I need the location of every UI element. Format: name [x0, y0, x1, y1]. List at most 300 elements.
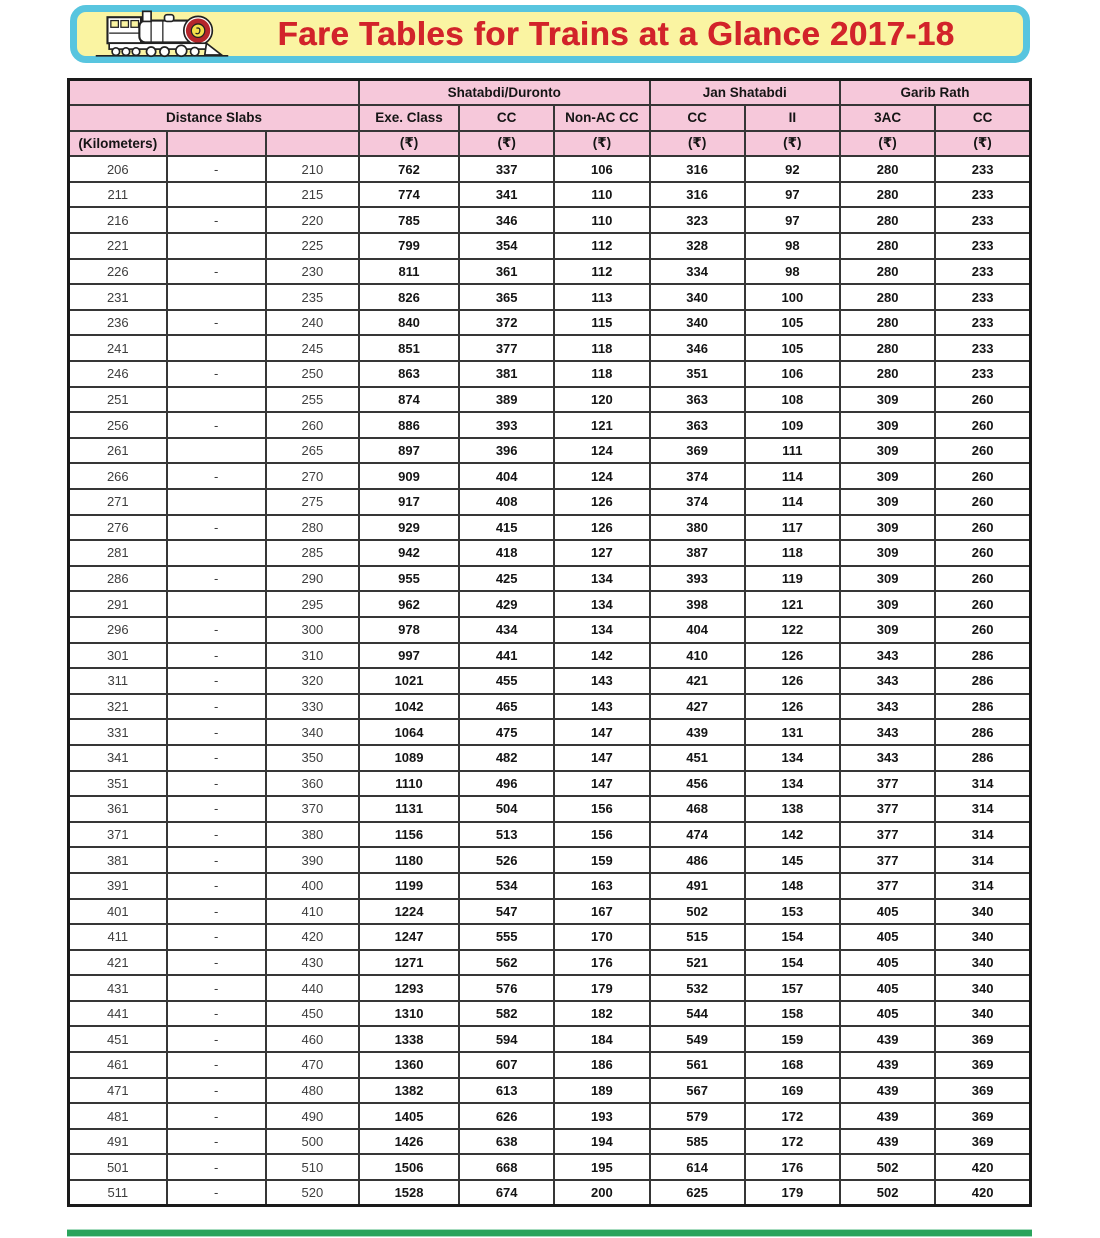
fare-cell: 354 — [459, 233, 554, 259]
fare-cell: 482 — [459, 745, 554, 771]
km-from-cell: 231 — [69, 284, 167, 310]
fare-cell: 314 — [935, 847, 1030, 873]
fare-cell: 309 — [840, 540, 935, 566]
km-from-cell: 261 — [69, 438, 167, 464]
fare-cell: 328 — [650, 233, 745, 259]
km-dash-cell — [167, 591, 266, 617]
fare-cell: 1110 — [359, 771, 459, 797]
fare-row — [69, 822, 1031, 848]
fare-cell: 124 — [554, 463, 649, 489]
km-dash-cell: - — [167, 822, 266, 848]
km-dash-cell: - — [167, 1103, 266, 1129]
fare-row — [69, 745, 1031, 771]
unit-empty-cell — [167, 131, 266, 157]
fare-row — [69, 719, 1031, 745]
class-header-cc-garib: CC — [935, 105, 1030, 131]
fare-cell: 374 — [650, 489, 745, 515]
fare-row — [69, 1078, 1031, 1104]
fare-cell: 851 — [359, 335, 459, 361]
km-from-cell: 216 — [69, 207, 167, 233]
km-dash-cell: - — [167, 899, 266, 925]
km-dash-cell: - — [167, 412, 266, 438]
km-dash-cell: - — [167, 1026, 266, 1052]
fare-cell: 260 — [935, 617, 1030, 643]
fare-cell: 340 — [650, 310, 745, 336]
fare-row — [69, 335, 1031, 361]
km-dash-cell: - — [167, 1052, 266, 1078]
fare-cell: 280 — [840, 207, 935, 233]
fare-cell: 126 — [745, 643, 840, 669]
fare-cell: 451 — [650, 745, 745, 771]
fare-cell: 421 — [650, 668, 745, 694]
page-title: Fare Tables for Trains at a Glance 2017-18 — [277, 15, 955, 52]
fare-cell: 233 — [935, 233, 1030, 259]
km-from-cell: 251 — [69, 387, 167, 413]
km-from-cell: 236 — [69, 310, 167, 336]
fare-cell: 309 — [840, 387, 935, 413]
fare-cell: 309 — [840, 412, 935, 438]
km-dash-cell: - — [167, 617, 266, 643]
fare-cell: 286 — [935, 668, 1030, 694]
fare-cell: 337 — [459, 156, 554, 182]
fare-cell: 314 — [935, 822, 1030, 848]
km-from-cell: 246 — [69, 361, 167, 387]
fare-cell: 286 — [935, 719, 1030, 745]
km-to-cell: 500 — [266, 1129, 359, 1155]
fare-cell: 415 — [459, 515, 554, 541]
km-from-cell: 296 — [69, 617, 167, 643]
km-from-cell: 221 — [69, 233, 167, 259]
fare-cell: 106 — [745, 361, 840, 387]
fare-cell: 340 — [935, 950, 1030, 976]
fare-row — [69, 310, 1031, 336]
fare-cell: 134 — [554, 617, 649, 643]
fare-cell: 309 — [840, 438, 935, 464]
fare-cell: 381 — [459, 361, 554, 387]
fare-cell: 184 — [554, 1026, 649, 1052]
fare-row — [69, 873, 1031, 899]
fare-cell: 369 — [935, 1026, 1030, 1052]
fare-cell: 942 — [359, 540, 459, 566]
km-from-cell: 301 — [69, 643, 167, 669]
fare-cell: 260 — [935, 438, 1030, 464]
fare-row — [69, 591, 1031, 617]
km-to-cell: 250 — [266, 361, 359, 387]
rupee-symbol-cell: (₹) — [359, 131, 459, 157]
fare-cell: 607 — [459, 1052, 554, 1078]
fare-cell: 280 — [840, 335, 935, 361]
fare-cell: 372 — [459, 310, 554, 336]
fare-cell: 143 — [554, 694, 649, 720]
fare-cell: 886 — [359, 412, 459, 438]
km-to-cell: 370 — [266, 796, 359, 822]
km-dash-cell: - — [167, 694, 266, 720]
fare-cell: 369 — [935, 1052, 1030, 1078]
km-from-cell: 431 — [69, 975, 167, 1001]
fare-cell: 439 — [840, 1078, 935, 1104]
fare-row — [69, 668, 1031, 694]
km-to-cell: 450 — [266, 1001, 359, 1027]
fare-cell: 117 — [745, 515, 840, 541]
fare-cell: 148 — [745, 873, 840, 899]
fare-row — [69, 847, 1031, 873]
km-dash-cell — [167, 438, 266, 464]
fare-row — [69, 412, 1031, 438]
fare-cell: 142 — [554, 643, 649, 669]
km-to-cell: 470 — [266, 1052, 359, 1078]
fare-cell: 110 — [554, 182, 649, 208]
fare-cell: 917 — [359, 489, 459, 515]
fare-cell: 134 — [554, 566, 649, 592]
fare-row — [69, 771, 1031, 797]
km-dash-cell — [167, 335, 266, 361]
fare-cell: 547 — [459, 899, 554, 925]
fare-cell: 143 — [554, 668, 649, 694]
km-dash-cell — [167, 284, 266, 310]
fare-cell: 280 — [840, 284, 935, 310]
fare-cell: 434 — [459, 617, 554, 643]
fare-cell: 189 — [554, 1078, 649, 1104]
fare-cell: 1180 — [359, 847, 459, 873]
fare-cell: 811 — [359, 259, 459, 285]
fare-cell: 534 — [459, 873, 554, 899]
fare-cell: 439 — [650, 719, 745, 745]
unit-empty-cell — [266, 131, 359, 157]
fare-cell: 496 — [459, 771, 554, 797]
group-header-row — [69, 80, 1031, 106]
class-header-ii: II — [745, 105, 840, 131]
fare-cell: 626 — [459, 1103, 554, 1129]
kilometers-label: (Kilometers) — [69, 131, 167, 157]
fare-cell: 343 — [840, 745, 935, 771]
fare-cell: 369 — [650, 438, 745, 464]
km-from-cell: 361 — [69, 796, 167, 822]
fare-cell: 1528 — [359, 1180, 459, 1206]
fare-cell: 576 — [459, 975, 554, 1001]
km-from-cell: 451 — [69, 1026, 167, 1052]
fare-cell: 997 — [359, 643, 459, 669]
fare-cell: 340 — [935, 975, 1030, 1001]
fare-cell: 521 — [650, 950, 745, 976]
fare-row — [69, 361, 1031, 387]
fare-cell: 260 — [935, 515, 1030, 541]
fare-cell: 153 — [745, 899, 840, 925]
km-dash-cell: - — [167, 975, 266, 1001]
km-from-cell: 461 — [69, 1052, 167, 1078]
km-to-cell: 225 — [266, 233, 359, 259]
fare-cell: 513 — [459, 822, 554, 848]
fare-cell: 92 — [745, 156, 840, 182]
fare-cell: 532 — [650, 975, 745, 1001]
fare-cell: 100 — [745, 284, 840, 310]
km-dash-cell: - — [167, 1129, 266, 1155]
km-dash-cell: - — [167, 463, 266, 489]
km-to-cell: 340 — [266, 719, 359, 745]
fare-cell: 98 — [745, 233, 840, 259]
fare-cell: 491 — [650, 873, 745, 899]
fare-cell: 455 — [459, 668, 554, 694]
km-from-cell: 491 — [69, 1129, 167, 1155]
fare-cell: 377 — [840, 771, 935, 797]
fare-row — [69, 1129, 1031, 1155]
fare-cell: 260 — [935, 540, 1030, 566]
title-banner — [70, 5, 1030, 63]
fare-cell: 168 — [745, 1052, 840, 1078]
fare-row — [69, 617, 1031, 643]
km-to-cell: 520 — [266, 1180, 359, 1206]
fare-cell: 1247 — [359, 924, 459, 950]
fare-cell: 280 — [840, 310, 935, 336]
km-dash-cell: - — [167, 566, 266, 592]
fare-cell: 579 — [650, 1103, 745, 1129]
km-to-cell: 290 — [266, 566, 359, 592]
fare-cell: 377 — [840, 847, 935, 873]
fare-cell: 186 — [554, 1052, 649, 1078]
fare-cell: 170 — [554, 924, 649, 950]
km-dash-cell: - — [167, 1180, 266, 1206]
fare-cell: 343 — [840, 719, 935, 745]
fare-cell: 309 — [840, 489, 935, 515]
km-dash-cell: - — [167, 719, 266, 745]
fare-cell: 309 — [840, 463, 935, 489]
km-to-cell: 215 — [266, 182, 359, 208]
fare-cell: 1156 — [359, 822, 459, 848]
fare-cell: 142 — [745, 822, 840, 848]
fare-cell: 1506 — [359, 1154, 459, 1180]
km-from-cell: 351 — [69, 771, 167, 797]
km-dash-cell: - — [167, 1154, 266, 1180]
km-to-cell: 480 — [266, 1078, 359, 1104]
km-dash-cell: - — [167, 668, 266, 694]
fare-cell: 200 — [554, 1180, 649, 1206]
class-header-exe: Exe. Class — [359, 105, 459, 131]
km-to-cell: 275 — [266, 489, 359, 515]
fare-row — [69, 387, 1031, 413]
rupee-symbol-cell: (₹) — [840, 131, 935, 157]
km-from-cell: 211 — [69, 182, 167, 208]
km-to-cell: 220 — [266, 207, 359, 233]
fare-cell: 119 — [745, 566, 840, 592]
fare-cell: 369 — [935, 1078, 1030, 1104]
fare-cell: 323 — [650, 207, 745, 233]
fare-cell: 1405 — [359, 1103, 459, 1129]
fare-cell: 172 — [745, 1129, 840, 1155]
class-header-3ac: 3AC — [840, 105, 935, 131]
km-dash-cell: - — [167, 1078, 266, 1104]
km-from-cell: 471 — [69, 1078, 167, 1104]
fare-cell: 233 — [935, 335, 1030, 361]
fare-cell: 179 — [745, 1180, 840, 1206]
km-dash-cell: - — [167, 924, 266, 950]
km-from-cell: 276 — [69, 515, 167, 541]
fare-cell: 555 — [459, 924, 554, 950]
fare-cell: 126 — [745, 668, 840, 694]
km-from-cell: 421 — [69, 950, 167, 976]
km-to-cell: 245 — [266, 335, 359, 361]
fare-cell: 233 — [935, 156, 1030, 182]
fare-row — [69, 975, 1031, 1001]
fare-cell: 955 — [359, 566, 459, 592]
fare-cell: 502 — [650, 899, 745, 925]
fare-cell: 105 — [745, 310, 840, 336]
fare-cell: 112 — [554, 259, 649, 285]
km-from-cell: 511 — [69, 1180, 167, 1206]
fare-cell: 408 — [459, 489, 554, 515]
fare-table-header — [69, 80, 1031, 157]
km-dash-cell: - — [167, 361, 266, 387]
fare-cell: 561 — [650, 1052, 745, 1078]
rupee-symbol-cell: (₹) — [459, 131, 554, 157]
km-from-cell: 331 — [69, 719, 167, 745]
km-to-cell: 295 — [266, 591, 359, 617]
fare-cell: 260 — [935, 412, 1030, 438]
fare-row — [69, 924, 1031, 950]
fare-cell: 582 — [459, 1001, 554, 1027]
km-to-cell: 210 — [266, 156, 359, 182]
km-to-cell: 440 — [266, 975, 359, 1001]
fare-cell: 147 — [554, 719, 649, 745]
fare-row — [69, 438, 1031, 464]
km-from-cell: 341 — [69, 745, 167, 771]
fare-cell: 774 — [359, 182, 459, 208]
fare-cell: 1338 — [359, 1026, 459, 1052]
km-dash-cell: - — [167, 259, 266, 285]
fare-cell: 126 — [745, 694, 840, 720]
fare-cell: 334 — [650, 259, 745, 285]
fare-cell: 486 — [650, 847, 745, 873]
fare-cell: 260 — [935, 387, 1030, 413]
fare-cell: 418 — [459, 540, 554, 566]
fare-cell: 280 — [840, 259, 935, 285]
fare-cell: 280 — [840, 156, 935, 182]
km-dash-cell: - — [167, 745, 266, 771]
km-to-cell: 270 — [266, 463, 359, 489]
rupee-symbol-cell: (₹) — [935, 131, 1030, 157]
fare-cell: 280 — [840, 361, 935, 387]
fare-row — [69, 233, 1031, 259]
fare-cell: 1382 — [359, 1078, 459, 1104]
fare-cell: 365 — [459, 284, 554, 310]
fare-cell: 167 — [554, 899, 649, 925]
km-dash-cell: - — [167, 643, 266, 669]
fare-cell: 674 — [459, 1180, 554, 1206]
fare-row — [69, 950, 1031, 976]
fare-cell: 625 — [650, 1180, 745, 1206]
km-from-cell: 481 — [69, 1103, 167, 1129]
km-to-cell: 300 — [266, 617, 359, 643]
fare-row — [69, 463, 1031, 489]
fare-cell: 172 — [745, 1103, 840, 1129]
fare-cell: 351 — [650, 361, 745, 387]
km-to-cell: 330 — [266, 694, 359, 720]
rupee-symbol-cell: (₹) — [650, 131, 745, 157]
fare-cell: 115 — [554, 310, 649, 336]
fare-cell: 280 — [840, 233, 935, 259]
fare-cell: 260 — [935, 591, 1030, 617]
fare-cell: 429 — [459, 591, 554, 617]
fare-cell: 233 — [935, 207, 1030, 233]
fare-cell: 929 — [359, 515, 459, 541]
fare-cell: 377 — [459, 335, 554, 361]
fare-cell: 398 — [650, 591, 745, 617]
fare-cell: 260 — [935, 566, 1030, 592]
fare-cell: 340 — [935, 899, 1030, 925]
fare-row — [69, 489, 1031, 515]
fare-cell: 314 — [935, 796, 1030, 822]
fare-cell: 126 — [554, 515, 649, 541]
fare-cell: 114 — [745, 463, 840, 489]
fare-cell: 286 — [935, 643, 1030, 669]
fare-cell: 176 — [745, 1154, 840, 1180]
fare-cell: 374 — [650, 463, 745, 489]
fare-cell: 280 — [840, 182, 935, 208]
fare-cell: 369 — [935, 1103, 1030, 1129]
fare-cell: 363 — [650, 387, 745, 413]
km-to-cell: 380 — [266, 822, 359, 848]
fare-cell: 897 — [359, 438, 459, 464]
fare-cell: 1310 — [359, 1001, 459, 1027]
km-from-cell: 391 — [69, 873, 167, 899]
km-to-cell: 490 — [266, 1103, 359, 1129]
fare-cell: 309 — [840, 515, 935, 541]
fare-cell: 156 — [554, 822, 649, 848]
rupee-symbol-cell: (₹) — [554, 131, 649, 157]
fare-cell: 504 — [459, 796, 554, 822]
fare-cell: 314 — [935, 873, 1030, 899]
fare-cell: 387 — [650, 540, 745, 566]
km-dash-cell — [167, 540, 266, 566]
fare-cell: 363 — [650, 412, 745, 438]
fare-cell: 158 — [745, 1001, 840, 1027]
fare-cell: 369 — [935, 1129, 1030, 1155]
km-dash-cell — [167, 387, 266, 413]
fare-cell: 1131 — [359, 796, 459, 822]
fare-cell: 176 — [554, 950, 649, 976]
fare-cell: 195 — [554, 1154, 649, 1180]
fare-cell: 826 — [359, 284, 459, 310]
fare-row — [69, 515, 1031, 541]
fare-row — [69, 1052, 1031, 1078]
fare-cell: 154 — [745, 950, 840, 976]
km-from-cell: 241 — [69, 335, 167, 361]
group-header-shatabdi-duronto: Shatabdi/Duronto — [359, 80, 650, 106]
km-to-cell: 350 — [266, 745, 359, 771]
fare-cell: 405 — [840, 975, 935, 1001]
fare-cell: 475 — [459, 719, 554, 745]
fare-cell: 613 — [459, 1078, 554, 1104]
km-to-cell: 510 — [266, 1154, 359, 1180]
km-from-cell: 401 — [69, 899, 167, 925]
fare-cell: 193 — [554, 1103, 649, 1129]
fare-cell: 233 — [935, 182, 1030, 208]
fare-cell: 110 — [554, 207, 649, 233]
fare-cell: 118 — [745, 540, 840, 566]
fare-cell: 405 — [840, 899, 935, 925]
fare-cell: 134 — [745, 745, 840, 771]
fare-cell: 314 — [935, 771, 1030, 797]
km-from-cell: 226 — [69, 259, 167, 285]
fare-row — [69, 156, 1031, 182]
fare-cell: 668 — [459, 1154, 554, 1180]
km-from-cell: 286 — [69, 566, 167, 592]
km-dash-cell: - — [167, 847, 266, 873]
km-dash-cell: - — [167, 310, 266, 336]
fare-cell: 309 — [840, 591, 935, 617]
fare-cell: 309 — [840, 566, 935, 592]
fare-cell: 159 — [554, 847, 649, 873]
footer-divider-bar — [67, 1229, 1032, 1237]
fare-cell: 585 — [650, 1129, 745, 1155]
